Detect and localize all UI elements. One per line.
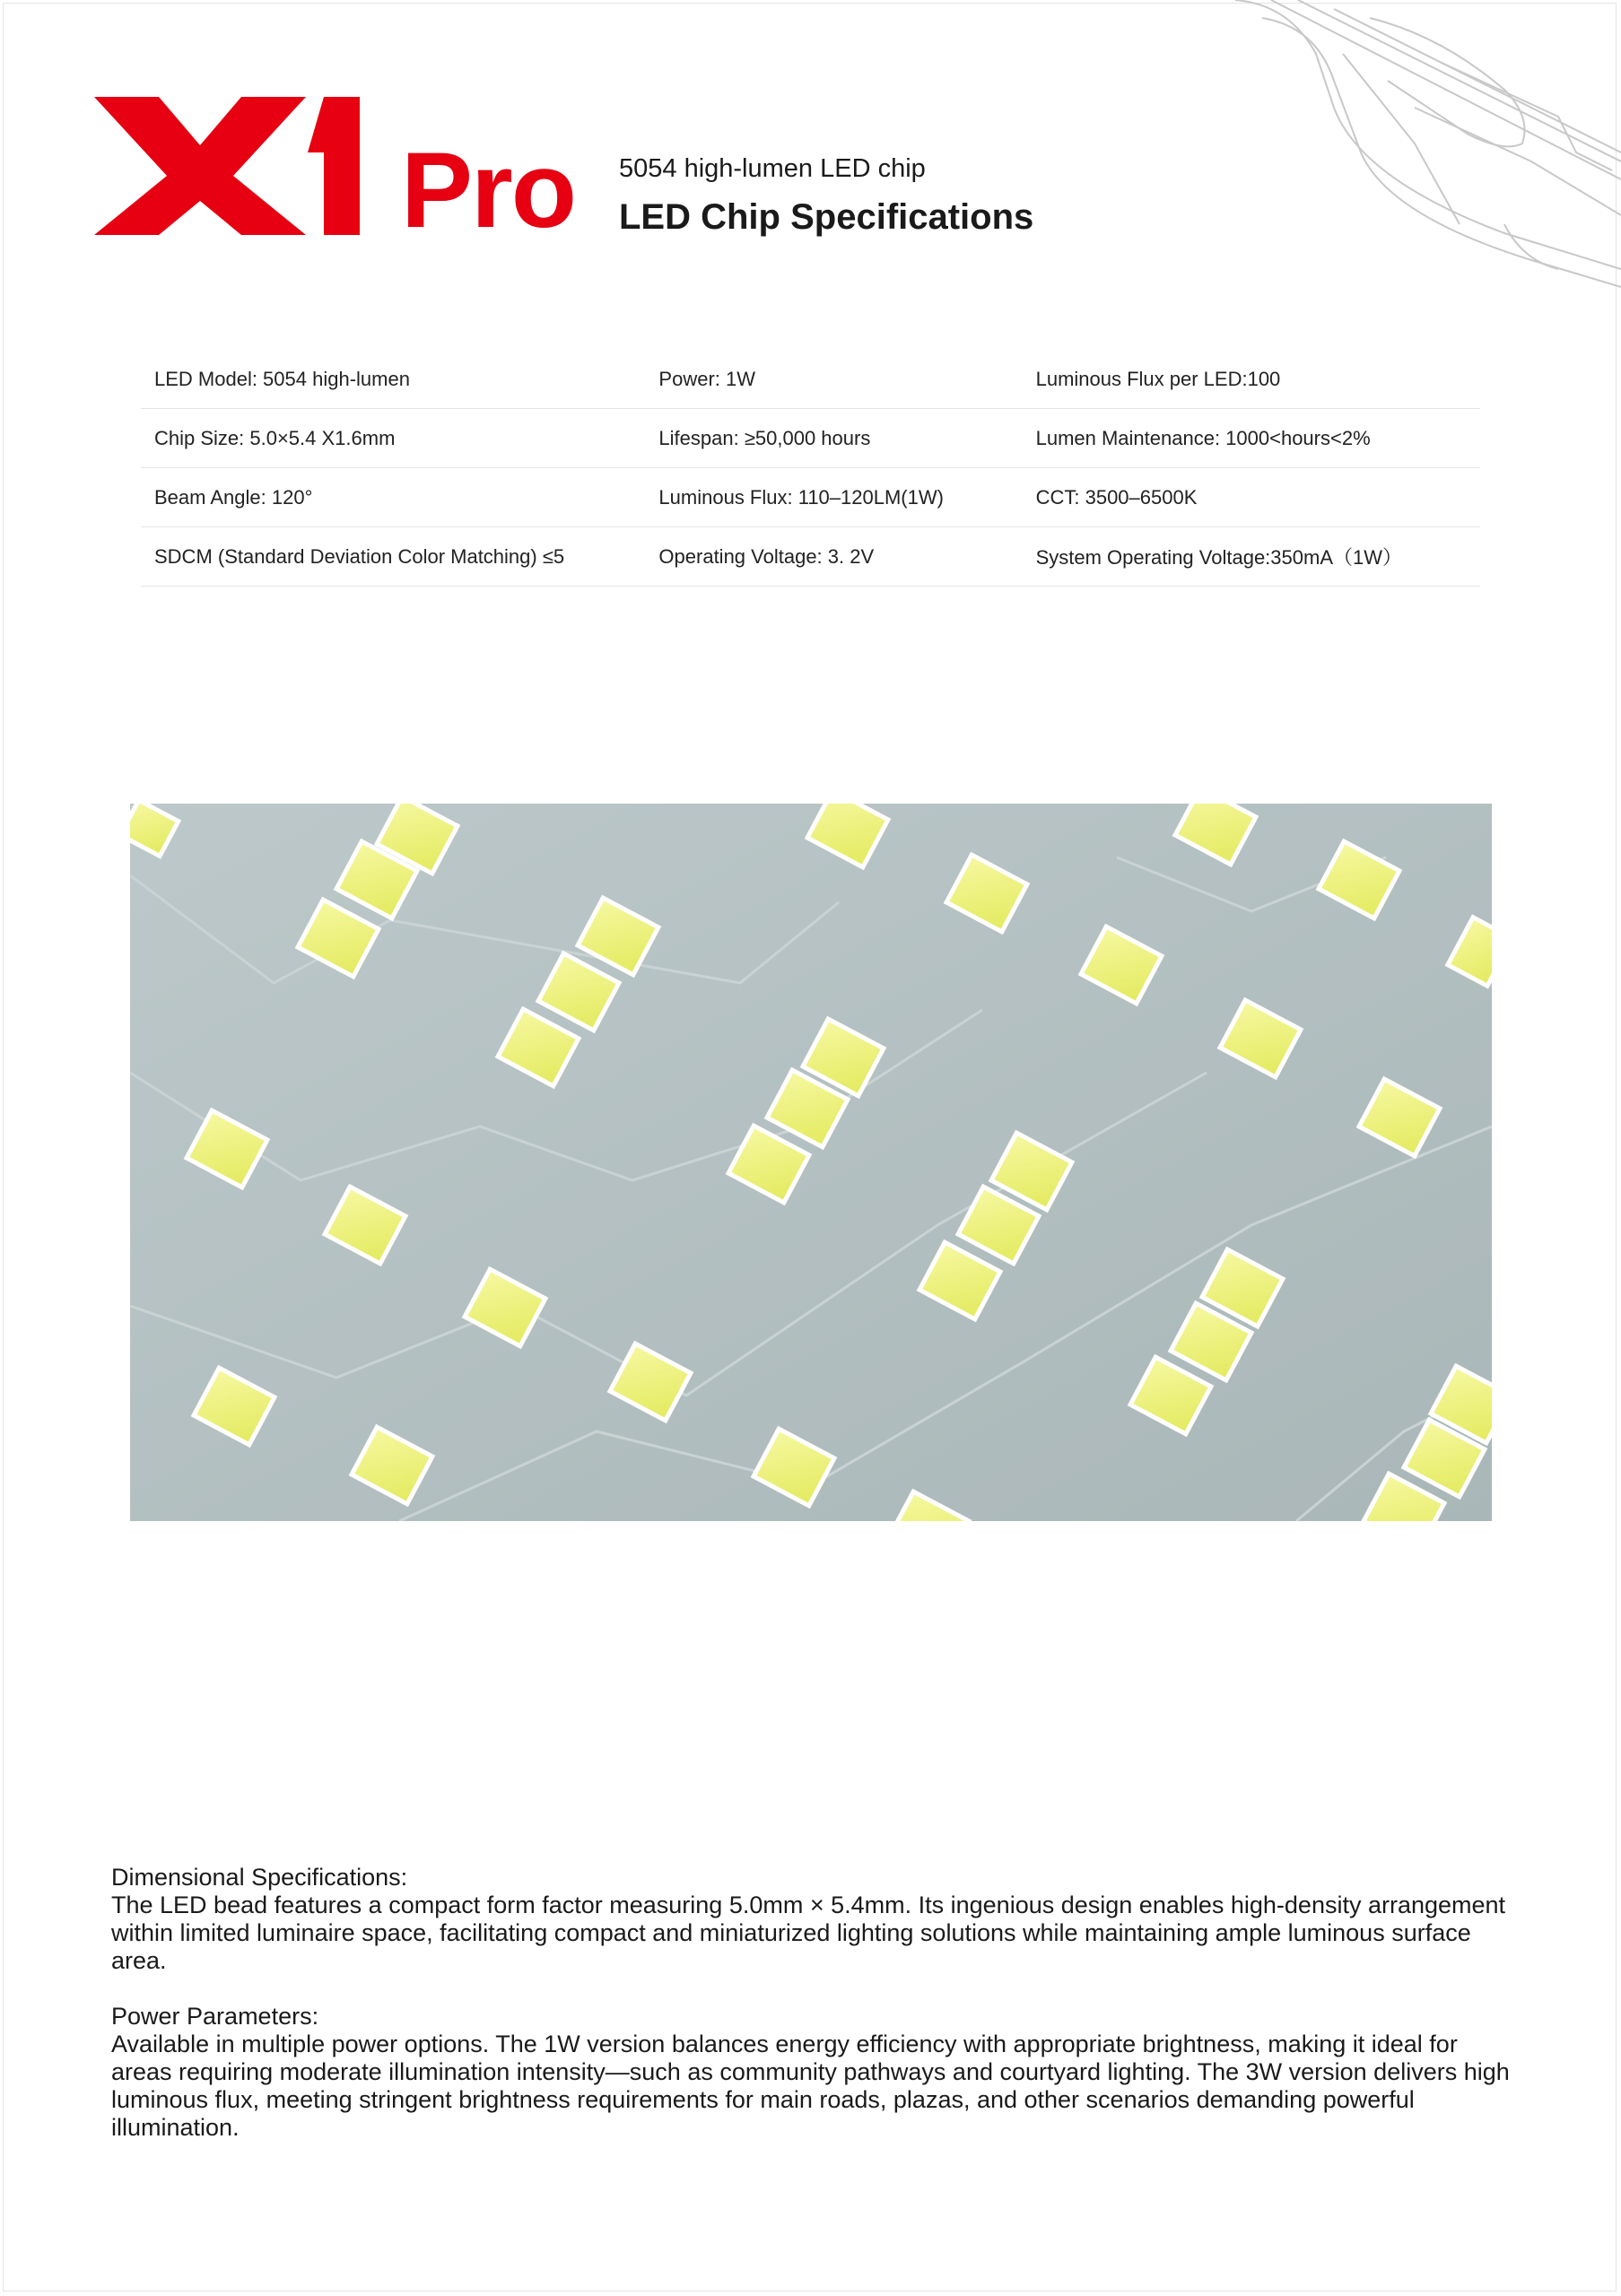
decorative-luminaire-sketch (1235, 0, 1621, 341)
led-chip-photo (130, 804, 1492, 1521)
description (111, 1864, 1511, 2170)
spec-cell: LED Model: 5054 high-lumen (154, 367, 410, 390)
spec-row (141, 409, 1480, 468)
section-heading-dimensional: Dimensional Specifications: (111, 1864, 408, 1891)
spec-row (141, 527, 1480, 587)
spec-cell: Luminous Flux per LED:100 (1035, 367, 1281, 390)
spec-cell: Lumen Maintenance: 1000<hours<2% (1035, 426, 1371, 449)
spec-cell: System Operating Voltage:350mA（1W） (1035, 546, 1403, 569)
spec-cell: Luminous Flux: 110–120LM(1W) (658, 485, 944, 509)
section-heading-power: Power Parameters: (111, 2003, 319, 2030)
spec-table (141, 350, 1480, 587)
spec-cell: Lifespan: ≥50,000 hours (658, 426, 871, 449)
spec-row (141, 350, 1480, 409)
logo-pro-text: Pro (401, 130, 576, 250)
page-title: LED Chip Specifications (619, 197, 1034, 237)
spec-cell: Power: 1W (658, 367, 756, 390)
spec-cell: CCT: 3500–6500K (1035, 485, 1198, 509)
section-text-power: Available in multiple power options. The 1W version balances energy efficiency with appropriate brightness, making it ideal for areas requiring moderate illumination intensity—such as community pathways and courtyard lighting. The 3W version delivers high luminous flux, meeting stringent brightness requirements for main roads, plazas, and other scenarios demanding powerful illumination. (111, 2031, 1510, 2141)
spec-row (141, 468, 1480, 527)
spec-cell: SDCM (Standard Deviation Color Matching) ≤5 (154, 544, 565, 568)
spec-cell: Chip Size: 5.0×5.4 X1.6mm (154, 426, 396, 449)
section-text-dimensional: The LED bead features a compact form factor measuring 5.0mm × 5.4mm. Its ingenious design enables high-density arrangement within limited luminaire space, facilitating compact and miniaturized lighting solutions while maintaining ample luminous surface area. (111, 1892, 1506, 1974)
spec-cell: Operating Voltage: 3. 2V (658, 544, 875, 568)
page-subtitle: 5054 high-lumen LED chip (619, 154, 926, 183)
spec-cell: Beam Angle: 120° (154, 485, 313, 509)
